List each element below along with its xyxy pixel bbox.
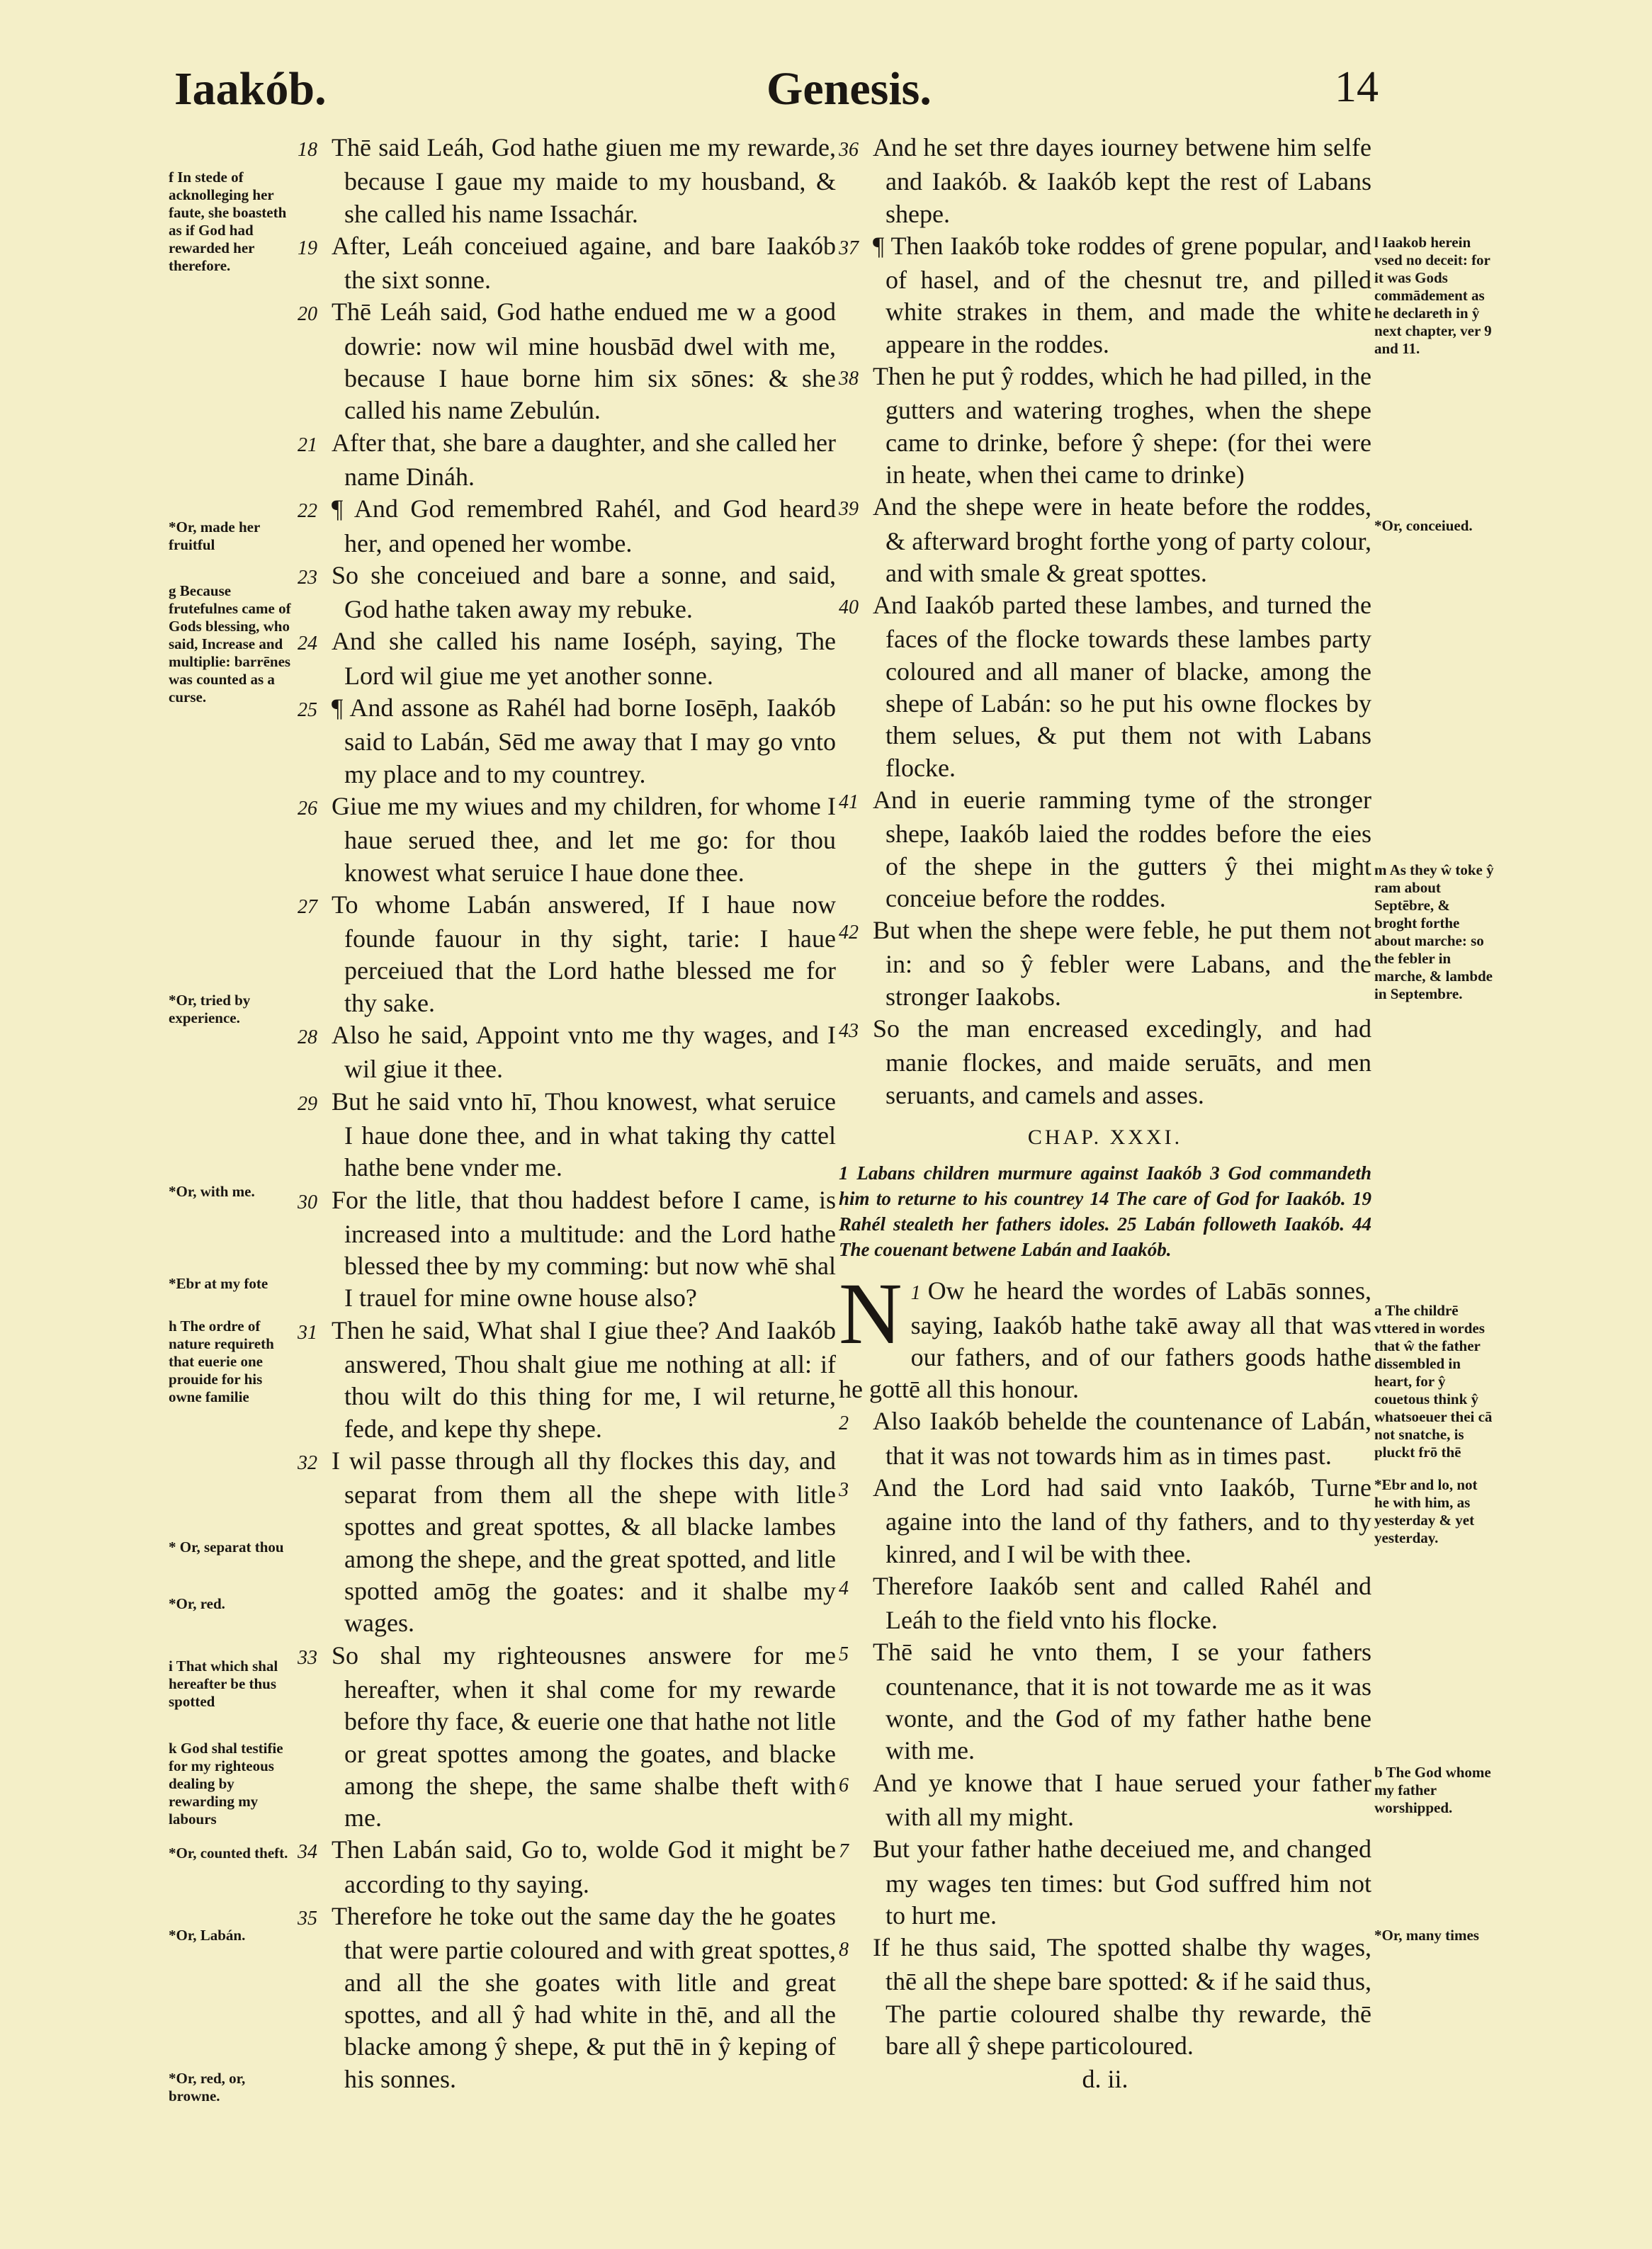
verse-number: 31 [298,1321,317,1344]
verse-number: 3 [839,1478,849,1501]
verse-text: ¶ And God remembred Rahél, and God heard her, and opened her wombe. [332,494,836,557]
margin-note: *Or, made her fruitful [169,519,260,553]
verse-text: But your father hathe deceiued me, and changed my wages ten times: but God suffred him not to hurt me. [873,1835,1371,1930]
verse-text: Ow he heard the wordes of Labās sonnes, saying, Iaakób hathe takē away all that was our fathers, and of our fathers goods hathe he gottē all this honour. [839,1276,1371,1404]
verse [298,1640,836,1835]
verse [298,1315,836,1445]
verse-number: 18 [298,139,317,161]
verse-text: And ye knowe that I haue serued your father with all my might. [873,1768,1371,1831]
verse [298,296,836,426]
verse [839,1405,1371,1472]
verse-number: 20 [298,303,317,326]
verse [839,1570,1371,1637]
verse-text: But when the shepe were feble, he put them not in: and so ŷ febler were Labans, and the stronger Iaakobs. [873,916,1371,1011]
verse-text: Then Labán said, Go to, wolde God it might be according to thy saying. [332,1835,836,1898]
margin-note: *Or, red. [169,1595,225,1612]
verse-number: 37 [839,237,859,259]
verse [298,560,836,626]
verse-number: 35 [298,1908,317,1930]
verse-text: And Iaakób parted these lambes, and turned the faces of the flocke towards these lambes party coloured and all maner of blacke, among the shepe of Labán: so he put his owne flockes by them selues, & put them not with Labans flocke. [873,591,1371,782]
verse-number: 26 [298,797,317,820]
margin-note: f In stede of acknolleging her faute, she boasteth as if God had rewarded her therefore. [169,169,287,274]
verse [839,1636,1371,1767]
verse-text: Thē said he vnto them, I se your fathers countenance, that it is not towarde me as it was wonte, and the God of my father hathe bene with me. [873,1638,1371,1765]
margin-note: *Or, Labán. [169,1927,246,1944]
verse [839,132,1371,230]
verse-text: Thē said Leáh, God hathe giuen me my rewarde, because I gaue my maide to my housband, & she called his name Issachár. [332,133,836,228]
verse [839,1932,1371,2062]
verse-number: 5 [839,1643,849,1666]
verse [839,589,1371,784]
verse [298,889,836,1019]
verse-number: 4 [839,1577,849,1599]
verse [298,692,836,791]
verse-text: Giue me my wiues and my children, for whome I haue serued thee, and let me go: for thou knowest what seruice I haue done thee. [332,791,836,887]
verse-text: After, Leáh conceiued againe, and bare Iaakób the sixt sonne. [332,231,836,295]
verse-text: ¶ Then Iaakób toke roddes of grene popular, and of hasel, and of the chesnut tre, and pilled white strakes in them, and made the white appeare in the roddes. [873,231,1371,358]
verse [298,427,836,494]
verse-text: Thē Leáh said, God hathe endued me w a good dowrie: now wil mine housbād dwel with me, because I haue borne him six sōnes: & she called his name Zebulún. [332,298,836,425]
verse-number: 22 [298,500,317,523]
verse-number: 1 [910,1282,921,1305]
verse-text: If he thus said, The spotted shalbe thy wages, thē all the shepe bare spotted: & if he said thus, The partie coloured shalbe thy rewarde, thē bare all ŷ shepe particoloured. [873,1933,1371,2061]
verse-text: So she conceiued and bare a sonne, and said, God hathe taken away my rebuke. [332,560,836,624]
verse-number: 41 [839,791,859,813]
verse [298,625,836,692]
verse-number: 40 [839,596,859,619]
verse [839,230,1371,361]
margin-note: *Or, red, or, browne. [169,2070,246,2104]
verse-number: 34 [298,1841,317,1864]
verse [298,1019,836,1086]
verse-text: So the man encreased excedingly, and had manie flockes, and maide seruāts, and men seruants, and camels and asses. [873,1014,1371,1109]
verse-text: I wil passe through all thy flockes this day, and separat from them all the shepe with litle spottes and great spottes, & all blacke lambes among the shepe, and the great spotted, and litle spotted amōg the goates: and it shalbe my wages. [332,1446,836,1638]
verse [839,1767,1371,1834]
verse-text: Then he said, What shal I giue thee? And Iaakób answered, Thou shalt giue me nothing at all: if thou wilt do this thing for me, I wil returne, fede, and kepe thy shepe. [332,1315,836,1443]
margin-note: *Or, with me. [169,1183,255,1200]
verse-number: 43 [839,1020,859,1043]
verse-text: After that, she bare a daughter, and she called her name Dináh. [332,428,836,491]
verse-number: 24 [298,633,317,655]
verse-number: 36 [839,139,859,161]
verse-number: 25 [298,699,317,722]
verse-number: 38 [839,368,859,390]
verse-number: 23 [298,566,317,589]
margin-note: l Iaakob herein vsed no deceit: for it was Gods commādement as he declareth in ŷ next chapter, ver 9 and 11. [1374,234,1492,357]
signature-mark: d. ii. [1082,2065,1128,2094]
verse-text: Then he put ŷ roddes, which he had pilled, in the gutters and watering troghes, when the shepe came to drinke, before ŷ shepe: (for thei were in heate, when thei came to drinke) [873,362,1371,489]
chapter-heading: CHAP. XXXI. [1027,1125,1183,1149]
verse [298,1184,836,1315]
verse [839,491,1371,589]
verse [298,132,836,230]
verse [298,1834,836,1900]
verse [839,1472,1371,1570]
margin-note: g Because frutefulnes came of Gods blessing, who said, Increase and multiplie: barrēnes was counted as a curse. [169,582,291,706]
left-text-column [298,132,836,2095]
verse [839,1265,1371,1405]
verse-text: Also Iaakób behelde the countenance of Labán, that it was not towards him as in times past. [873,1407,1371,1470]
verse-number: 33 [298,1646,317,1669]
verse-text: To whome Labán answered, If I haue now founde fauour in thy sight, tarie: I haue perceiued that the Lord hathe blessed me for thy sake. [332,890,836,1017]
verse-text: For the litle, that thou haddest before I came, is increased into a multitude: and the Lord hathe blessed thee by my comming: but now whē shal I trauel for mine owne house also? [332,1185,836,1313]
verse-number: 32 [298,1451,317,1474]
verse-number: 27 [298,895,317,918]
verse-text: And she called his name Ioséph, saying, The Lord wil giue me yet another sonne. [332,627,836,690]
margin-note: m As they ŵ toke ŷ ram about Septēbre, & broght forthe about marche: so the febler in marche, & lambde in Septembre. [1374,861,1494,1002]
verse-text: Therefore he toke out the same day the he goates that were partie coloured and with great spottes, and all the she goates with litle and great spottes, and all ŷ had white in thē, and all the blacke among ŷ shepe, & put thē in ŷ keping of his sonnes. [332,1902,836,2093]
verse-text: ¶ And assone as Rahél had borne Iosēph, Iaakób said to Labán, Sēd me away that I may go vnto my place and to my countrey. [332,693,836,788]
verse-number: 30 [298,1191,317,1213]
verse-number: 28 [298,1026,317,1049]
verse-number: 2 [839,1412,849,1435]
verse-number: 42 [839,922,859,944]
verse [839,1833,1371,1932]
margin-note: h The ordre of nature requireth that euerie one prouide for his owne familie [169,1318,274,1405]
verse-text: And the shepe were in heate before the roddes, & afterward broght forthe yong of party colour, and with smale & great spottes. [873,492,1371,587]
verse-text: Also he said, Appoint vnto me thy wages, and I wil giue it thee. [332,1021,836,1084]
margin-note: k God shal testifie for my righteous dealing by rewarding my labours [169,1740,283,1828]
verse-text: And the Lord had said vnto Iaakób, Turne againe into the land of thy fathers, and to thy kinred, and I wil be with thee. [873,1473,1371,1568]
page-number: 14 [1335,63,1379,111]
verse-text: Therefore Iaakób sent and called Rahél and Leáh to the field vnto his flocke. [873,1571,1371,1635]
verse [839,784,1371,914]
margin-note: *Or, conceiued. [1374,517,1473,534]
verse [298,493,836,560]
verse-text: And he set thre dayes iourney betwene him selfe and Iaakób. & Iaakób kept the rest of Labans shepe. [873,133,1371,228]
verse [298,1900,836,2095]
drop-cap: N [839,1265,903,1363]
verse-number: 6 [839,1774,849,1796]
verse [298,1445,836,1640]
verse [839,914,1371,1013]
margin-note: i That which shal hereafter be thus spotted [169,1658,278,1710]
verse [298,791,836,889]
margin-note: b The God whome my father worshipped. [1374,1764,1491,1816]
verse-number: 29 [298,1092,317,1115]
verse [839,1013,1371,1111]
verse-number: 8 [839,1939,849,1961]
margin-note: *Ebr and lo, not he with him, as yesterday & yet yesterday. [1374,1476,1478,1546]
chapter-summary: 1 Labans children murmure against Iaakób 3 God commandeth him to returne to his countrey 14 The care of God for Iaakób. 19 Rahél stealeth her fathers idoles. 25 Labán followeth Iaakób. 44 The couenant betwene Labán and Iaakób. [839,1162,1371,1261]
book-title: Genesis. [766,63,932,115]
verse-number: 19 [298,237,317,259]
margin-note: * Or, separat thou [169,1539,284,1556]
right-text-column [839,132,1371,2096]
margin-note: *Or, counted theft. [169,1845,288,1862]
running-head-left: Iaakób. [174,63,327,115]
verse [298,1086,836,1184]
verse-text: But he said vnto hī, Thou knowest, what seruice I haue done thee, and in what taking thy cattel hathe bene vnder me. [332,1087,836,1182]
verse-number: 39 [839,498,859,521]
verse [839,361,1371,491]
margin-note: *Or, tried by experience. [169,992,251,1026]
margin-note: *Ebr at my fote [169,1275,268,1292]
margin-note: a The childrē vttered in wordes that ŵ the father dissembled in heart, for ŷ couetous think ŷ whatsoeuer thei cā not snatche, is pluckt frō thē [1374,1302,1493,1461]
margin-note: *Or, many times [1374,1927,1479,1944]
verse-number: 21 [298,434,317,456]
verse [298,230,836,297]
verse-text: And in euerie ramming tyme of the stronger shepe, Iaakób laied the roddes before the eies of the shepe in the gutters ŷ thei might conceiue before the roddes. [873,785,1371,912]
verse-text: So shal my righteousnes answere for me hereafter, when it shal come for my rewarde before thy face, & euerie one that hathe not litle or great spottes among the goates, and blacke among the shepe, the same shalbe theft with me. [332,1641,836,1832]
verse-number: 7 [839,1840,849,1863]
